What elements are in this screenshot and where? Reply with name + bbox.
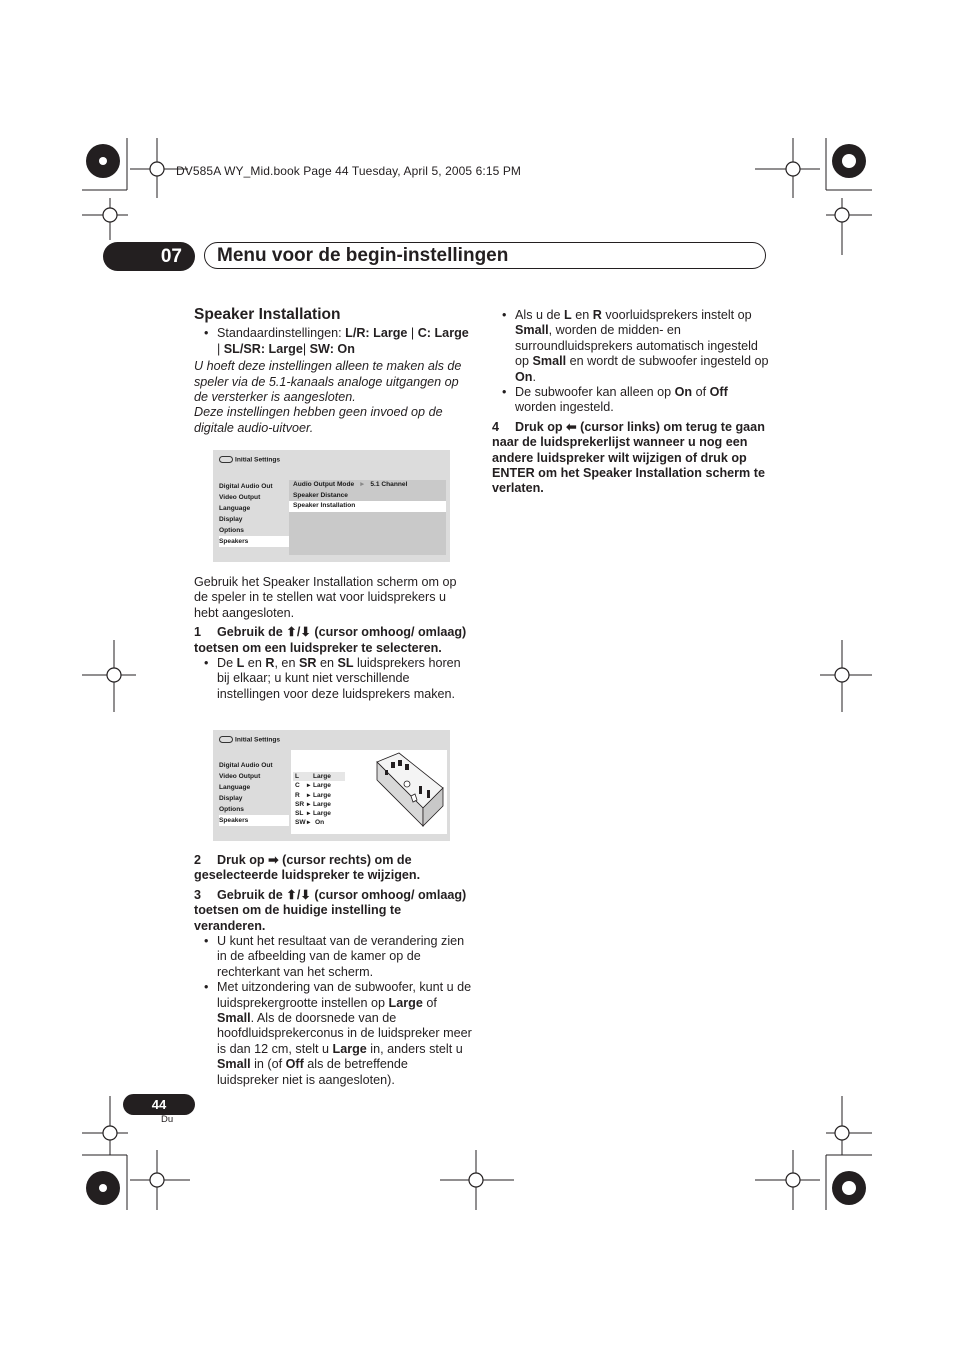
- speaker-row: SR ▸ Large: [295, 800, 331, 808]
- step-1-bullet: • De L en R, en SR en SL luidsprekers horen bij elkaar; u kunt niet verschillende instellingen voor deze luidsprekers maken.: [194, 656, 472, 702]
- menu-item: Language: [219, 784, 251, 791]
- step-3: 3 Gebruik de ⬆/⬇ (cursor omhoog/ omlaag) toetsen om de huidige instelling te veranderen.: [194, 887, 467, 933]
- menu-item: Display: [219, 795, 243, 802]
- speaker-list: [291, 750, 447, 834]
- speaker-panel: [289, 480, 446, 555]
- settings-menu: [219, 760, 295, 826]
- menu-item: Speakers: [219, 536, 289, 547]
- left-column: [194, 307, 472, 436]
- menu-item: Display: [219, 516, 243, 523]
- speaker-row: SL ▸ Large: [295, 810, 331, 818]
- speaker-row: C ▸ Large: [295, 782, 331, 790]
- step-2: 2 Druk op ➡ (cursor rechts) om de geselecteerde luidspreker te wijzigen.: [194, 853, 421, 883]
- panel-item: Audio Output Mode ► 5.1 Channel: [293, 481, 408, 488]
- disc-icon: [219, 456, 233, 463]
- section-heading: Speaker Installation: [194, 306, 341, 323]
- right-bullet-2: • De subwoofer kan alleen op On of Off worden ingesteld.: [492, 385, 770, 416]
- speaker-row: L Large: [293, 772, 345, 781]
- right-column: [492, 308, 770, 497]
- print-header: DV585A WY_Mid.book Page 44 Tuesday, April 5, 2005 6:15 PM: [176, 164, 522, 178]
- language-code: Du: [161, 1114, 174, 1125]
- menu-item: Video Output: [219, 494, 261, 501]
- screen-title: Initial Settings: [219, 456, 280, 463]
- settings-menu: [219, 481, 295, 547]
- right-bullet-1: • Als u de L en R voorluidsprekers instelt op Small, worden de midden- en surroundluidsprekers automatisch ingesteld op Small en wordt de subwoofer ingesteld op On.: [492, 308, 770, 385]
- speaker-row: SW▸ On: [295, 819, 325, 827]
- left-column-3: [194, 853, 472, 1088]
- step-4: 4 Druk op ⬅ (cursor links) om terug te gaan naar de luidsprekerlijst wanneer u nog een andere luidspreker wilt wijzigen of druk op ENTER om het Speaker Installation scherm te verlaten.: [492, 419, 765, 496]
- menu-item: Options: [219, 806, 244, 813]
- menu-item: Video Output: [219, 773, 261, 780]
- note-1: U hoeft deze instellingen alleen te maken als de speler via de 5.1-kanaals analoge uitgangen op de versterker is aangesloten.: [194, 359, 462, 405]
- step-3-bullet-1: • U kunt het resultaat van de verandering zien in de afbeelding van de kamer op de rechterkant van het scherm.: [194, 934, 472, 980]
- room-diagram: [371, 750, 446, 832]
- menu-item: Language: [219, 505, 251, 512]
- screenshot-speaker-installation: [213, 730, 450, 841]
- speaker-row: R ▸ Large: [295, 791, 331, 799]
- step-1: 1 Gebruik de ⬆/⬇ (cursor omhoog/ omlaag) toetsen om een luidspreker te selecteren.: [194, 625, 467, 655]
- chapter-number: 07: [103, 242, 195, 271]
- note-2: Deze instellingen hebben geen invoed op de digitale audio-uitvoer.: [194, 405, 443, 435]
- chapter-title: Menu voor de begin-instellingen: [204, 242, 766, 269]
- step-3-bullet-2: • Met uitzondering van de subwoofer, kunt u de luidsprekergrootte instellen op Large of Small. Als de doorsnede van de hoofdluidsprekerconus in de luidspreker meer is dan 12 cm, stelt u Large in, anders stelt u Small in (of Off als de betreffende luidspreker niet is aangesloten).: [194, 980, 472, 1088]
- menu-item: Digital Audio Out: [219, 762, 273, 769]
- panel-item: Speaker Distance: [293, 491, 348, 499]
- disc-icon: [219, 736, 233, 743]
- page-number: 44: [123, 1094, 195, 1115]
- intro-text: Gebruik het Speaker Installation scherm om op de speler in te stellen wat voor luidsprekers u hebt aangesloten.: [194, 575, 457, 620]
- menu-item: Options: [219, 527, 244, 534]
- panel-item: Speaker Installation: [289, 501, 446, 512]
- menu-item: Speakers: [219, 815, 289, 826]
- menu-item: Digital Audio Out: [219, 483, 273, 490]
- default-settings: • Standaardinstellingen: L/R: Large | C: Large | SL/SR: Large| SW: On: [194, 326, 472, 357]
- screen-title: Initial Settings: [219, 736, 280, 743]
- screenshot-initial-settings: [213, 450, 450, 562]
- left-column-2: [194, 575, 472, 702]
